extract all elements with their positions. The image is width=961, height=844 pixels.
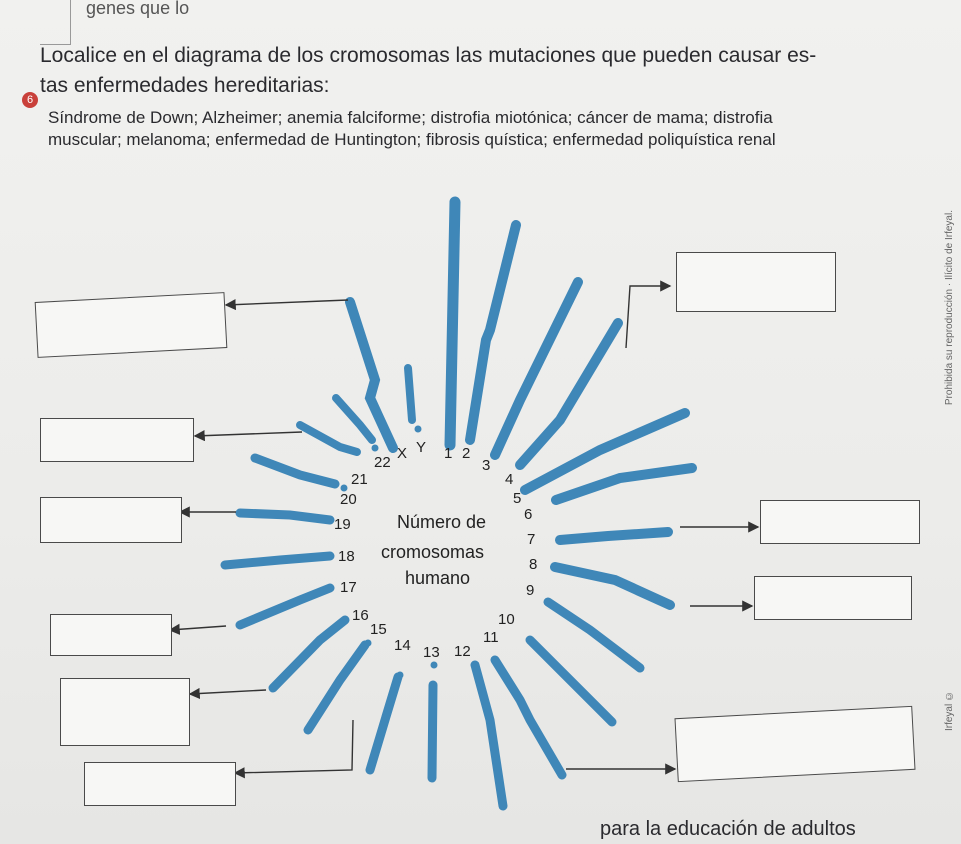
label-17: 17 xyxy=(340,579,357,596)
satellite-15 xyxy=(365,640,372,647)
instruction-line-2: tas enfermedades hereditarias: xyxy=(40,74,330,97)
chromosome-14 xyxy=(370,677,398,770)
label-4: 4 xyxy=(505,471,514,488)
chromosome-6 xyxy=(556,468,692,500)
footer-text: para la educación de adultos xyxy=(600,818,856,840)
chromosome-2 xyxy=(470,225,516,440)
label-21: 21 xyxy=(351,471,368,488)
label-19: 19 xyxy=(334,516,351,533)
chromosome-10 xyxy=(530,640,612,722)
chromosome-1 xyxy=(450,202,455,445)
chromosome-17 xyxy=(240,588,330,625)
arrow-to-box-left-1 xyxy=(226,300,348,305)
center-text-line-2: cromosomas xyxy=(381,542,485,562)
arrow-to-box-left-6 xyxy=(235,720,353,773)
question-number-badge: 6 xyxy=(22,92,38,108)
satellite-14 xyxy=(397,672,404,679)
arrow-to-box-left-5 xyxy=(190,690,266,694)
publisher-side-text: Irfeyal © xyxy=(944,690,955,732)
arrow-to-box-left-2 xyxy=(195,432,302,436)
label-5: 5 xyxy=(513,490,522,507)
satellite-21 xyxy=(372,445,379,452)
label-12: 12 xyxy=(454,643,471,660)
label-1: 1 xyxy=(444,445,453,462)
chromosome-7 xyxy=(560,532,668,540)
chromosome-21 xyxy=(300,425,357,452)
label-10: 10 xyxy=(498,611,515,628)
answer-box-right-1[interactable] xyxy=(676,252,836,312)
chromosome-16 xyxy=(273,620,345,688)
disease-list-line-1: Síndrome de Down; Alzheimer; anemia falciforme; distrofia miotónica; cáncer de mama; distrofia xyxy=(48,108,773,127)
center-text-line-1: Número de xyxy=(397,512,487,532)
answer-box-left-5[interactable] xyxy=(60,678,190,746)
disease-list-line-2: muscular; melanoma; enfermedad de Huntington; fibrosis quística; enfermedad poliquística renal xyxy=(48,130,776,149)
chromosome-y xyxy=(408,368,412,420)
label-x: X xyxy=(397,445,408,462)
chromosome-15 xyxy=(308,645,365,730)
center-text-line-3: humano xyxy=(405,568,471,588)
answer-box-right-2[interactable] xyxy=(760,500,920,544)
label-18: 18 xyxy=(338,548,355,565)
answer-box-left-6[interactable] xyxy=(84,762,236,806)
chromosome-19 xyxy=(240,513,330,520)
satellite-22 xyxy=(415,426,422,433)
label-7: 7 xyxy=(527,531,536,548)
label-13: 13 xyxy=(423,644,440,661)
label-2: 2 xyxy=(462,445,471,462)
satellite-13 xyxy=(431,662,438,669)
label-14: 14 xyxy=(394,637,411,654)
chromosome-11 xyxy=(495,660,562,775)
label-3: 3 xyxy=(482,457,491,474)
label-11: 11 xyxy=(483,629,499,646)
chromosome-20 xyxy=(255,458,335,484)
label-16: 16 xyxy=(352,607,369,624)
chromosome-12 xyxy=(475,665,503,806)
label-8: 8 xyxy=(529,556,538,573)
answer-box-left-4[interactable] xyxy=(50,614,172,656)
answer-box-right-3[interactable] xyxy=(754,576,912,620)
label-15: 15 xyxy=(370,621,387,638)
chromosome-13 xyxy=(432,685,433,778)
answer-box-left-1[interactable] xyxy=(35,292,228,358)
label-22: 22 xyxy=(374,454,391,471)
label-6: 6 xyxy=(524,506,533,523)
chromosome-22 xyxy=(336,398,372,440)
label-20: 20 xyxy=(340,491,357,508)
answer-box-left-2[interactable] xyxy=(40,418,194,462)
label-y: Y xyxy=(416,439,427,456)
answer-box-left-3[interactable] xyxy=(40,497,182,543)
chromosome-18 xyxy=(225,556,330,565)
chromosome-8 xyxy=(555,567,670,605)
chromosome-9 xyxy=(548,602,640,668)
chromosome-3 xyxy=(495,282,578,455)
arrow-to-box-left-4 xyxy=(170,626,226,630)
copyright-side-text: Prohibida su reproducción · Ilícito de Irfeyal. xyxy=(944,210,955,406)
instruction-line-1: Localice en el diagrama de los cromosomas las mutaciones que pueden causar es- xyxy=(40,44,817,67)
arrow-to-box-right-1 xyxy=(626,286,670,348)
label-9: 9 xyxy=(526,582,535,599)
answer-box-right-4[interactable] xyxy=(674,706,915,782)
previous-text-fragment: genes que lo xyxy=(86,0,190,18)
